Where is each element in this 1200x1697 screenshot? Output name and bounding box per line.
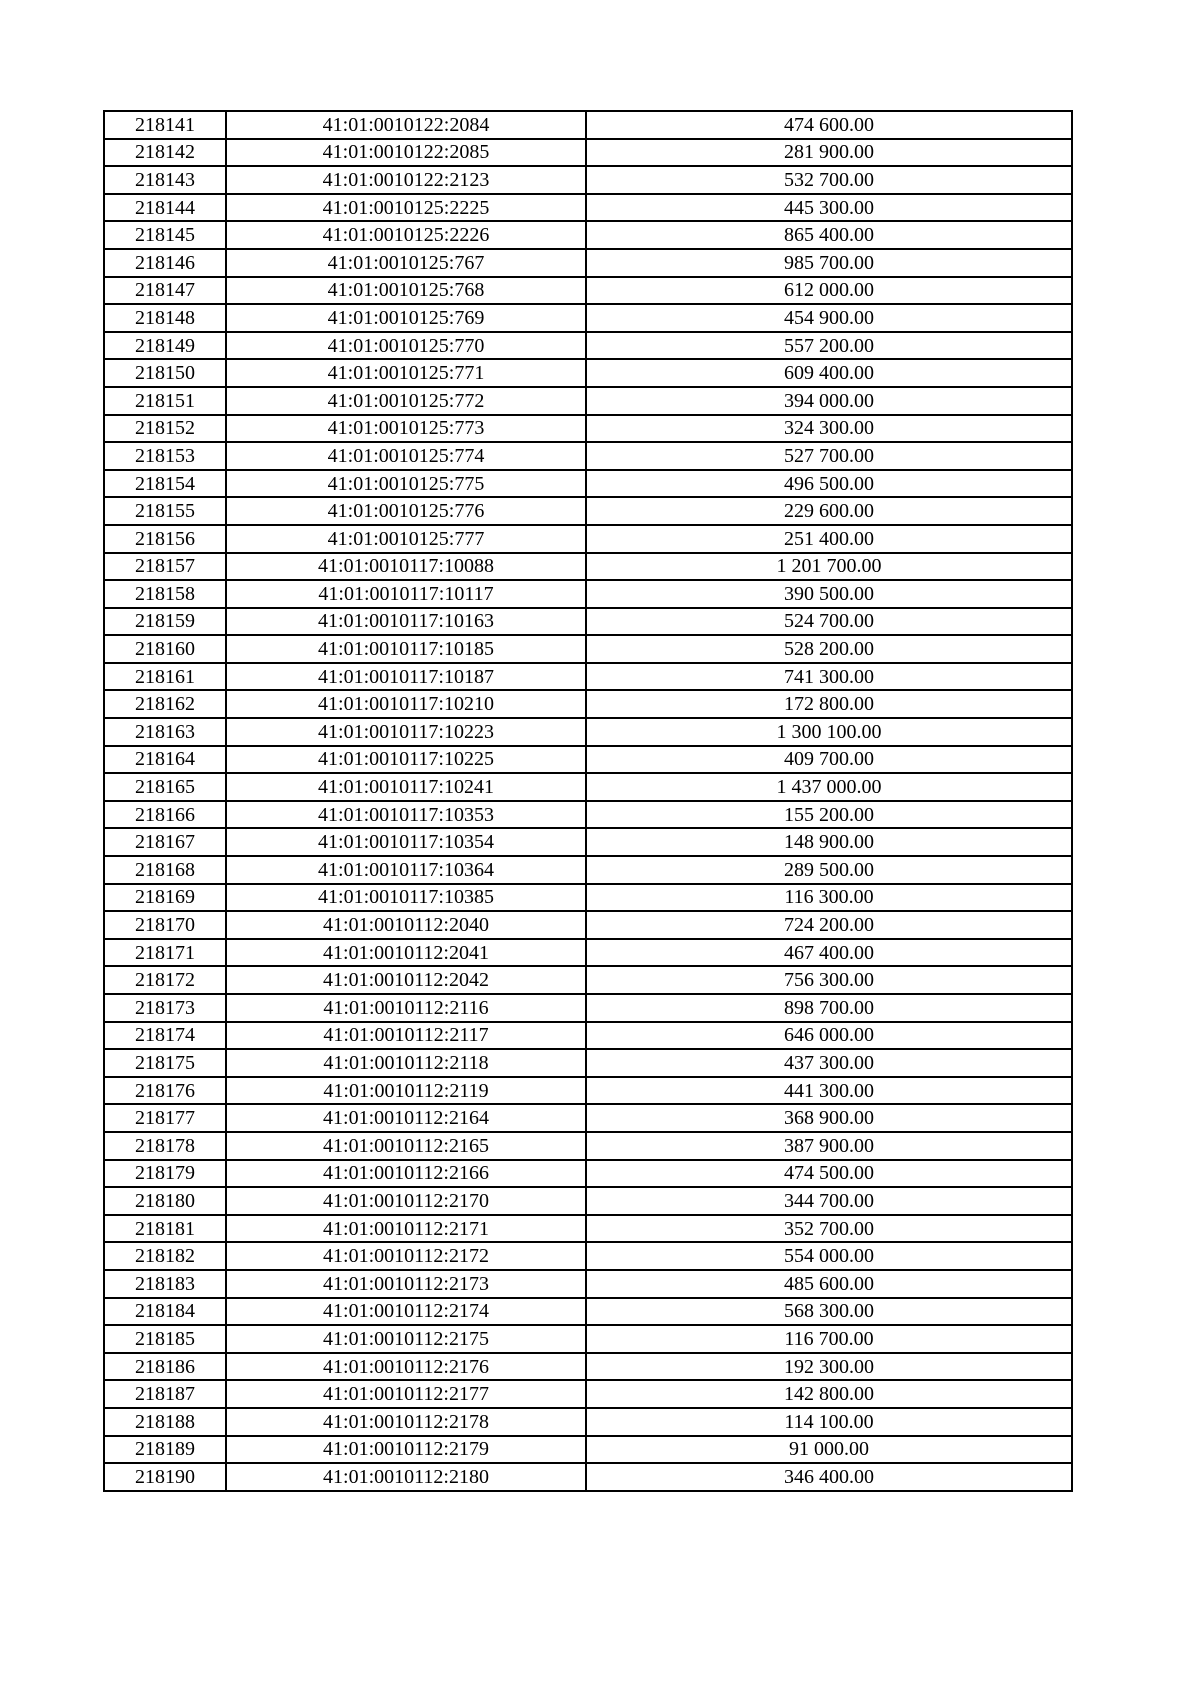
cadastral-number-cell: 41:01:0010125:775 <box>226 470 586 498</box>
cadastral-number-cell: 41:01:0010125:777 <box>226 525 586 553</box>
cadastral-value-cell: 281 900.00 <box>586 139 1072 167</box>
cadastral-number-cell: 41:01:0010125:776 <box>226 497 586 525</box>
cadastral-number-cell: 41:01:0010112:2117 <box>226 1022 586 1050</box>
cadastral-number-cell: 41:01:0010112:2172 <box>226 1242 586 1270</box>
cadastral-value-cell: 172 800.00 <box>586 690 1072 718</box>
table-row <box>104 1436 1072 1464</box>
table-row <box>104 139 1072 167</box>
table-row <box>104 718 1072 746</box>
cadastral-number-cell: 41:01:0010125:773 <box>226 415 586 443</box>
cadastral-value-cell: 346 400.00 <box>586 1463 1072 1491</box>
row-number-cell: 218181 <box>104 1215 226 1243</box>
table-row <box>104 856 1072 884</box>
table-row <box>104 994 1072 1022</box>
cadastral-value-cell: 485 600.00 <box>586 1270 1072 1298</box>
cadastral-value-table <box>103 110 1073 1492</box>
row-number-cell: 218178 <box>104 1132 226 1160</box>
cadastral-number-cell: 41:01:0010117:10353 <box>226 801 586 829</box>
row-number-cell: 218188 <box>104 1408 226 1436</box>
cadastral-value-cell: 454 900.00 <box>586 304 1072 332</box>
cadastral-number-cell: 41:01:0010122:2123 <box>226 166 586 194</box>
row-number-cell: 218155 <box>104 497 226 525</box>
cadastral-value-cell: 474 500.00 <box>586 1160 1072 1188</box>
cadastral-number-cell: 41:01:0010117:10385 <box>226 884 586 912</box>
cadastral-number-cell: 41:01:0010117:10364 <box>226 856 586 884</box>
table-row <box>104 1160 1072 1188</box>
cadastral-value-cell: 646 000.00 <box>586 1022 1072 1050</box>
table-row <box>104 1049 1072 1077</box>
table-row <box>104 1022 1072 1050</box>
row-number-cell: 218183 <box>104 1270 226 1298</box>
cadastral-number-cell: 41:01:0010125:769 <box>226 304 586 332</box>
cadastral-value-cell: 192 300.00 <box>586 1353 1072 1381</box>
cadastral-number-cell: 41:01:0010112:2180 <box>226 1463 586 1491</box>
row-number-cell: 218159 <box>104 608 226 636</box>
table-row <box>104 580 1072 608</box>
table-row <box>104 828 1072 856</box>
row-number-cell: 218156 <box>104 525 226 553</box>
cadastral-value-cell: 437 300.00 <box>586 1049 1072 1077</box>
cadastral-number-cell: 41:01:0010112:2042 <box>226 966 586 994</box>
cadastral-value-cell: 527 700.00 <box>586 442 1072 470</box>
table-row <box>104 663 1072 691</box>
cadastral-value-cell: 528 200.00 <box>586 635 1072 663</box>
row-number-cell: 218148 <box>104 304 226 332</box>
row-number-cell: 218177 <box>104 1104 226 1132</box>
row-number-cell: 218187 <box>104 1380 226 1408</box>
table-row <box>104 1077 1072 1105</box>
row-number-cell: 218171 <box>104 939 226 967</box>
cadastral-value-cell: 289 500.00 <box>586 856 1072 884</box>
table-row <box>104 1353 1072 1381</box>
cadastral-number-cell: 41:01:0010125:767 <box>226 249 586 277</box>
row-number-cell: 218158 <box>104 580 226 608</box>
row-number-cell: 218161 <box>104 663 226 691</box>
cadastral-number-cell: 41:01:0010112:2170 <box>226 1187 586 1215</box>
cadastral-number-cell: 41:01:0010112:2175 <box>226 1325 586 1353</box>
cadastral-value-cell: 390 500.00 <box>586 580 1072 608</box>
table-row <box>104 442 1072 470</box>
cadastral-value-cell: 741 300.00 <box>586 663 1072 691</box>
row-number-cell: 218172 <box>104 966 226 994</box>
table-row <box>104 1270 1072 1298</box>
cadastral-number-cell: 41:01:0010117:10117 <box>226 580 586 608</box>
row-number-cell: 218146 <box>104 249 226 277</box>
cadastral-value-cell: 368 900.00 <box>586 1104 1072 1132</box>
table-row <box>104 1408 1072 1436</box>
cadastral-number-cell: 41:01:0010112:2179 <box>226 1436 586 1464</box>
table-row <box>104 911 1072 939</box>
cadastral-number-cell: 41:01:0010125:774 <box>226 442 586 470</box>
cadastral-value-cell: 142 800.00 <box>586 1380 1072 1408</box>
cadastral-value-cell: 898 700.00 <box>586 994 1072 1022</box>
cadastral-value-cell: 609 400.00 <box>586 359 1072 387</box>
cadastral-value-cell: 116 700.00 <box>586 1325 1072 1353</box>
cadastral-number-cell: 41:01:0010117:10210 <box>226 690 586 718</box>
cadastral-number-cell: 41:01:0010117:10185 <box>226 635 586 663</box>
cadastral-value-cell: 557 200.00 <box>586 332 1072 360</box>
cadastral-number-cell: 41:01:0010125:770 <box>226 332 586 360</box>
row-number-cell: 218186 <box>104 1353 226 1381</box>
cadastral-number-cell: 41:01:0010112:2040 <box>226 911 586 939</box>
table-row <box>104 1104 1072 1132</box>
cadastral-number-cell: 41:01:0010117:10088 <box>226 553 586 581</box>
cadastral-value-cell: 229 600.00 <box>586 497 1072 525</box>
cadastral-number-cell: 41:01:0010125:2226 <box>226 221 586 249</box>
row-number-cell: 218143 <box>104 166 226 194</box>
row-number-cell: 218173 <box>104 994 226 1022</box>
table-row <box>104 690 1072 718</box>
table-row <box>104 884 1072 912</box>
row-number-cell: 218152 <box>104 415 226 443</box>
cadastral-number-cell: 41:01:0010117:10225 <box>226 746 586 774</box>
row-number-cell: 218154 <box>104 470 226 498</box>
cadastral-number-cell: 41:01:0010122:2084 <box>226 111 586 139</box>
cadastral-value-cell: 91 000.00 <box>586 1436 1072 1464</box>
table-row <box>104 801 1072 829</box>
cadastral-number-cell: 41:01:0010117:10241 <box>226 773 586 801</box>
row-number-cell: 218176 <box>104 1077 226 1105</box>
table-row <box>104 773 1072 801</box>
table-row <box>104 415 1072 443</box>
cadastral-number-cell: 41:01:0010112:2164 <box>226 1104 586 1132</box>
cadastral-number-cell: 41:01:0010125:771 <box>226 359 586 387</box>
row-number-cell: 218184 <box>104 1298 226 1326</box>
cadastral-number-cell: 41:01:0010117:10163 <box>226 608 586 636</box>
table-row <box>104 525 1072 553</box>
row-number-cell: 218162 <box>104 690 226 718</box>
cadastral-number-cell: 41:01:0010112:2118 <box>226 1049 586 1077</box>
table-row <box>104 1298 1072 1326</box>
table-row <box>104 221 1072 249</box>
cadastral-number-cell: 41:01:0010112:2041 <box>226 939 586 967</box>
cadastral-number-cell: 41:01:0010125:768 <box>226 277 586 305</box>
table-row <box>104 249 1072 277</box>
row-number-cell: 218190 <box>104 1463 226 1491</box>
table-row <box>104 359 1072 387</box>
row-number-cell: 218179 <box>104 1160 226 1188</box>
table-row <box>104 1242 1072 1270</box>
table-row <box>104 939 1072 967</box>
cadastral-value-cell: 612 000.00 <box>586 277 1072 305</box>
cadastral-value-cell: 865 400.00 <box>586 221 1072 249</box>
table-row <box>104 166 1072 194</box>
row-number-cell: 218189 <box>104 1436 226 1464</box>
cadastral-number-cell: 41:01:0010112:2171 <box>226 1215 586 1243</box>
cadastral-value-cell: 554 000.00 <box>586 1242 1072 1270</box>
row-number-cell: 218144 <box>104 194 226 222</box>
table-row <box>104 332 1072 360</box>
table-row <box>104 1215 1072 1243</box>
table-row <box>104 553 1072 581</box>
row-number-cell: 218164 <box>104 746 226 774</box>
table-row <box>104 1380 1072 1408</box>
cadastral-number-cell: 41:01:0010112:2119 <box>226 1077 586 1105</box>
row-number-cell: 218163 <box>104 718 226 746</box>
row-number-cell: 218147 <box>104 277 226 305</box>
table-row <box>104 1463 1072 1491</box>
row-number-cell: 218150 <box>104 359 226 387</box>
row-number-cell: 218153 <box>104 442 226 470</box>
row-number-cell: 218141 <box>104 111 226 139</box>
table-row <box>104 470 1072 498</box>
cadastral-number-cell: 41:01:0010112:2165 <box>226 1132 586 1160</box>
row-number-cell: 218168 <box>104 856 226 884</box>
cadastral-value-cell: 474 600.00 <box>586 111 1072 139</box>
row-number-cell: 218182 <box>104 1242 226 1270</box>
row-number-cell: 218180 <box>104 1187 226 1215</box>
cadastral-number-cell: 41:01:0010112:2176 <box>226 1353 586 1381</box>
row-number-cell: 218149 <box>104 332 226 360</box>
cadastral-number-cell: 41:01:0010112:2178 <box>226 1408 586 1436</box>
cadastral-value-cell: 344 700.00 <box>586 1187 1072 1215</box>
table-row <box>104 387 1072 415</box>
cadastral-number-cell: 41:01:0010112:2174 <box>226 1298 586 1326</box>
cadastral-value-cell: 251 400.00 <box>586 525 1072 553</box>
cadastral-value-cell: 985 700.00 <box>586 249 1072 277</box>
cadastral-value-cell: 155 200.00 <box>586 801 1072 829</box>
row-number-cell: 218175 <box>104 1049 226 1077</box>
row-number-cell: 218142 <box>104 139 226 167</box>
cadastral-value-cell: 568 300.00 <box>586 1298 1072 1326</box>
row-number-cell: 218167 <box>104 828 226 856</box>
cadastral-value-cell: 148 900.00 <box>586 828 1072 856</box>
table-row <box>104 635 1072 663</box>
cadastral-number-cell: 41:01:0010117:10187 <box>226 663 586 691</box>
cadastral-value-cell: 496 500.00 <box>586 470 1072 498</box>
cadastral-number-cell: 41:01:0010125:772 <box>226 387 586 415</box>
cadastral-value-cell: 467 400.00 <box>586 939 1072 967</box>
cadastral-number-cell: 41:01:0010117:10354 <box>226 828 586 856</box>
cadastral-value-cell: 1 437 000.00 <box>586 773 1072 801</box>
cadastral-value-cell: 324 300.00 <box>586 415 1072 443</box>
row-number-cell: 218145 <box>104 221 226 249</box>
cadastral-value-cell: 1 300 100.00 <box>586 718 1072 746</box>
table-row <box>104 746 1072 774</box>
row-number-cell: 218170 <box>104 911 226 939</box>
cadastral-value-cell: 352 700.00 <box>586 1215 1072 1243</box>
table-body <box>104 111 1072 1491</box>
table-row <box>104 966 1072 994</box>
table-row <box>104 608 1072 636</box>
row-number-cell: 218169 <box>104 884 226 912</box>
table-row <box>104 1187 1072 1215</box>
cadastral-number-cell: 41:01:0010112:2166 <box>226 1160 586 1188</box>
cadastral-value-cell: 116 300.00 <box>586 884 1072 912</box>
cadastral-value-cell: 409 700.00 <box>586 746 1072 774</box>
cadastral-number-cell: 41:01:0010125:2225 <box>226 194 586 222</box>
table-row <box>104 1132 1072 1160</box>
cadastral-value-cell: 756 300.00 <box>586 966 1072 994</box>
row-number-cell: 218165 <box>104 773 226 801</box>
table-row <box>104 304 1072 332</box>
cadastral-value-cell: 724 200.00 <box>586 911 1072 939</box>
table-row <box>104 1325 1072 1353</box>
table-row <box>104 111 1072 139</box>
cadastral-value-cell: 394 000.00 <box>586 387 1072 415</box>
row-number-cell: 218166 <box>104 801 226 829</box>
cadastral-value-cell: 441 300.00 <box>586 1077 1072 1105</box>
table-row <box>104 277 1072 305</box>
row-number-cell: 218157 <box>104 553 226 581</box>
cadastral-number-cell: 41:01:0010112:2173 <box>226 1270 586 1298</box>
cadastral-value-cell: 387 900.00 <box>586 1132 1072 1160</box>
cadastral-value-cell: 114 100.00 <box>586 1408 1072 1436</box>
cadastral-number-cell: 41:01:0010117:10223 <box>226 718 586 746</box>
row-number-cell: 218185 <box>104 1325 226 1353</box>
cadastral-number-cell: 41:01:0010122:2085 <box>226 139 586 167</box>
table-row <box>104 194 1072 222</box>
cadastral-value-cell: 1 201 700.00 <box>586 553 1072 581</box>
cadastral-number-cell: 41:01:0010112:2116 <box>226 994 586 1022</box>
cadastral-value-cell: 532 700.00 <box>586 166 1072 194</box>
cadastral-value-cell: 524 700.00 <box>586 608 1072 636</box>
cadastral-value-cell: 445 300.00 <box>586 194 1072 222</box>
row-number-cell: 218151 <box>104 387 226 415</box>
row-number-cell: 218160 <box>104 635 226 663</box>
row-number-cell: 218174 <box>104 1022 226 1050</box>
table-row <box>104 497 1072 525</box>
cadastral-number-cell: 41:01:0010112:2177 <box>226 1380 586 1408</box>
